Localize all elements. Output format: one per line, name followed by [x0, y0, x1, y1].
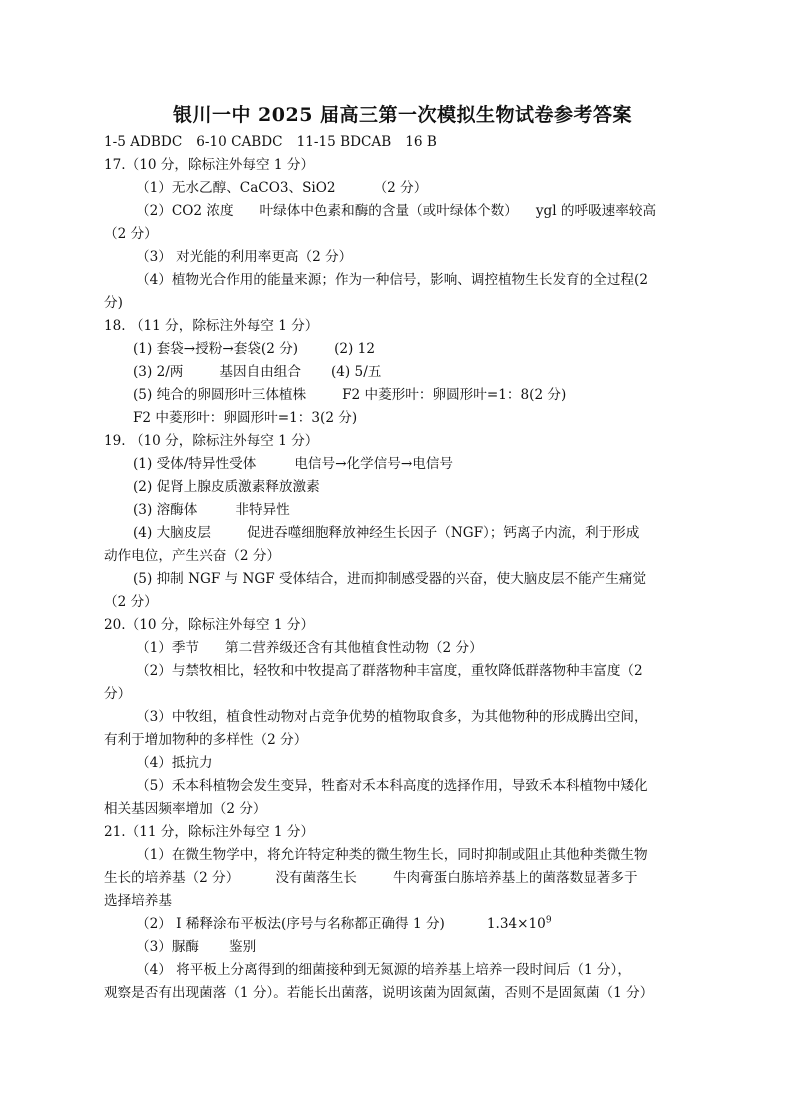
- page-title: 银川一中 2025 届高三第一次模拟生物试卷参考答案: [172, 104, 633, 126]
- q17-answer-2: [136, 201, 656, 221]
- q18-answer-3-4: [133, 362, 381, 382]
- q19-answer-4a: (4) 大脑皮层: [133, 525, 211, 541]
- q17-heading: 17.（10 分，除标注外每空 1 分）: [104, 157, 315, 173]
- q19-answer-2: (2) 促肾上腺皮质激素释放激素: [133, 479, 320, 495]
- q21-answer-2b: 1.34×10: [486, 916, 546, 932]
- q18-answer-5: [133, 385, 566, 405]
- q18-answer-5a: (5) 纯合的卵圆形叶三体植株: [133, 387, 307, 403]
- mc-group-4: 16 B: [405, 134, 437, 150]
- q21-answer-4-cont: 观察是否有出现菌落（1 分）。若能长出菌落，说明该菌为固氮菌，否则不是固氮菌（1 分）: [104, 985, 654, 1001]
- q20-answer-2: （2）与禁牧相比，轻牧和中牧提高了群落物种丰富度，重牧降低群落物种丰富度（2: [136, 663, 643, 679]
- q17-answer-1-text: （1）无水乙醇、CaCO3、SiO2: [136, 180, 336, 196]
- q17-answer-2-part-c: ygl 的呼吸速率较高: [535, 203, 657, 219]
- q18-answer-3a: (3) 2/两: [133, 364, 184, 380]
- q21-answer-1e: 选择培养基: [104, 893, 172, 909]
- q20-answer-5-cont: 相关基因频率增加（2 分）: [104, 801, 267, 817]
- q17-answer-2-part-a: （2）CO2 浓度: [136, 203, 234, 219]
- q19-answer-4-cont: 动作电位，产生兴奋（2 分）: [104, 548, 281, 564]
- q20-heading: 20.（10 分，除标注外每空 1 分）: [104, 617, 315, 633]
- q19-answer-4b: 促进吞噬细胞释放神经生长因子（NGF）；钙离子内流，利于形成: [246, 525, 640, 541]
- q20-answer-5: （5）禾本科植物会发生变异，牲畜对禾本科高度的选择作用，导致禾本科植物中矮化: [136, 778, 648, 794]
- q21-answer-1-cont: [104, 868, 638, 888]
- q20-answer-1a: （1）季节: [136, 640, 200, 656]
- q18-answer-1: (1) 套袋→授粉→套袋(2 分): [133, 341, 299, 357]
- q19-answer-3: [133, 500, 290, 520]
- q19-answer-4: [133, 523, 639, 543]
- q18-answer-3b: 基因自由组合: [219, 364, 301, 380]
- q20-answer-4: （4）抵抗力: [136, 755, 213, 771]
- q21-answer-2a: （2） Ⅰ 稀释涂布平板法(序号与名称都正确得 1 分): [136, 916, 445, 932]
- q18-answer-5b: F2 中菱形叶：卵圆形叶=1：8(2 分): [342, 387, 567, 403]
- q17-answer-2-part-b: 叶绿体中色素和酶的含量（或叶绿体个数）: [259, 203, 518, 219]
- q20-answer-1b: 第二营养级还含有其他植食性动物（2 分）: [225, 640, 483, 656]
- q18-heading: 18. （11 分，除标注外每空 1 分）: [104, 318, 319, 334]
- q20-answer-3-cont: 有利于增加物种的多样性（2 分）: [104, 732, 308, 748]
- q21-answer-1c: 没有菌落生长: [275, 870, 357, 886]
- q21-answer-4: （4） 将平板上分离得到的细菌接种到无氮源的培养基上培养一段时间后（1 分），: [136, 962, 631, 978]
- q21-answer-3b: 鉴别: [229, 939, 257, 955]
- q19-answer-5: (5) 抑制 NGF 与 NGF 受体结合，进而抑制感受器的兴奋，使大脑皮层不能产生痛觉: [133, 571, 647, 587]
- mc-group-3: 11-15 BDCAB: [296, 134, 392, 150]
- q17-answer-1-score: （2 分）: [373, 180, 428, 196]
- q20-answer-3: （3）中牧组，植食性动物对占竞争优势的植物取食多，为其他物种的形成腾出空间，: [136, 709, 648, 725]
- q19-heading: 19. （10 分，除标注外每空 1 分）: [104, 433, 319, 449]
- q19-answer-5-score: （2 分）: [104, 594, 158, 610]
- q21-answer-1b: 生长的培养基（2 分）: [104, 870, 240, 886]
- mc-group-1: 1-5 ADBDC: [104, 134, 183, 150]
- mc-group-2: 6-10 CABDC: [196, 134, 283, 150]
- q19-answer-1a: (1) 受体/特异性受体: [133, 456, 257, 472]
- q21-answer-1d: 牛肉膏蛋白胨培养基上的菌落数显著多于: [392, 870, 638, 886]
- q21-answer-2: [136, 914, 552, 934]
- q19-answer-1: [133, 454, 453, 474]
- q19-answer-3b: 非特异性: [235, 502, 290, 518]
- q18-answer-4: (4) 5/五: [330, 364, 382, 380]
- q19-answer-1b: 电信号→化学信号→电信号: [294, 456, 454, 472]
- q18-answer-1-2: [133, 339, 375, 359]
- mc-answers-line: [104, 132, 437, 152]
- q17-answer-3: （3） 对光能的利用率更高（2 分）: [136, 249, 353, 265]
- q19-answer-3a: (3) 溶酶体: [133, 502, 198, 518]
- q17-answer-2-score: （2 分）: [104, 226, 158, 242]
- q20-answer-1: [136, 638, 483, 658]
- q21-answer-1: （1）在微生物学中，将允许特定种类的微生物生长，同时抑制或阻止其他种类微生物: [136, 847, 648, 863]
- q17-answer-1: [136, 178, 427, 198]
- q17-answer-4-cont: 分): [104, 295, 123, 311]
- q21-answer-3a: （3）脲酶: [136, 939, 200, 955]
- q21-heading: 21.（11 分，除标注外每空 1 分）: [104, 824, 315, 840]
- q20-answer-2-cont: 分）: [104, 686, 132, 702]
- q18-answer-5c: F2 中菱形叶：卵圆形叶=1：3(2 分): [133, 410, 358, 426]
- q18-answer-2: (2) 12: [334, 341, 375, 357]
- q21-answer-2-exponent: 9: [545, 915, 552, 926]
- q21-answer-3: [136, 937, 256, 957]
- q17-answer-4: （4）植物光合作用的能量来源；作为一种信号，影响、调控植物生长发育的全过程(2: [136, 272, 648, 288]
